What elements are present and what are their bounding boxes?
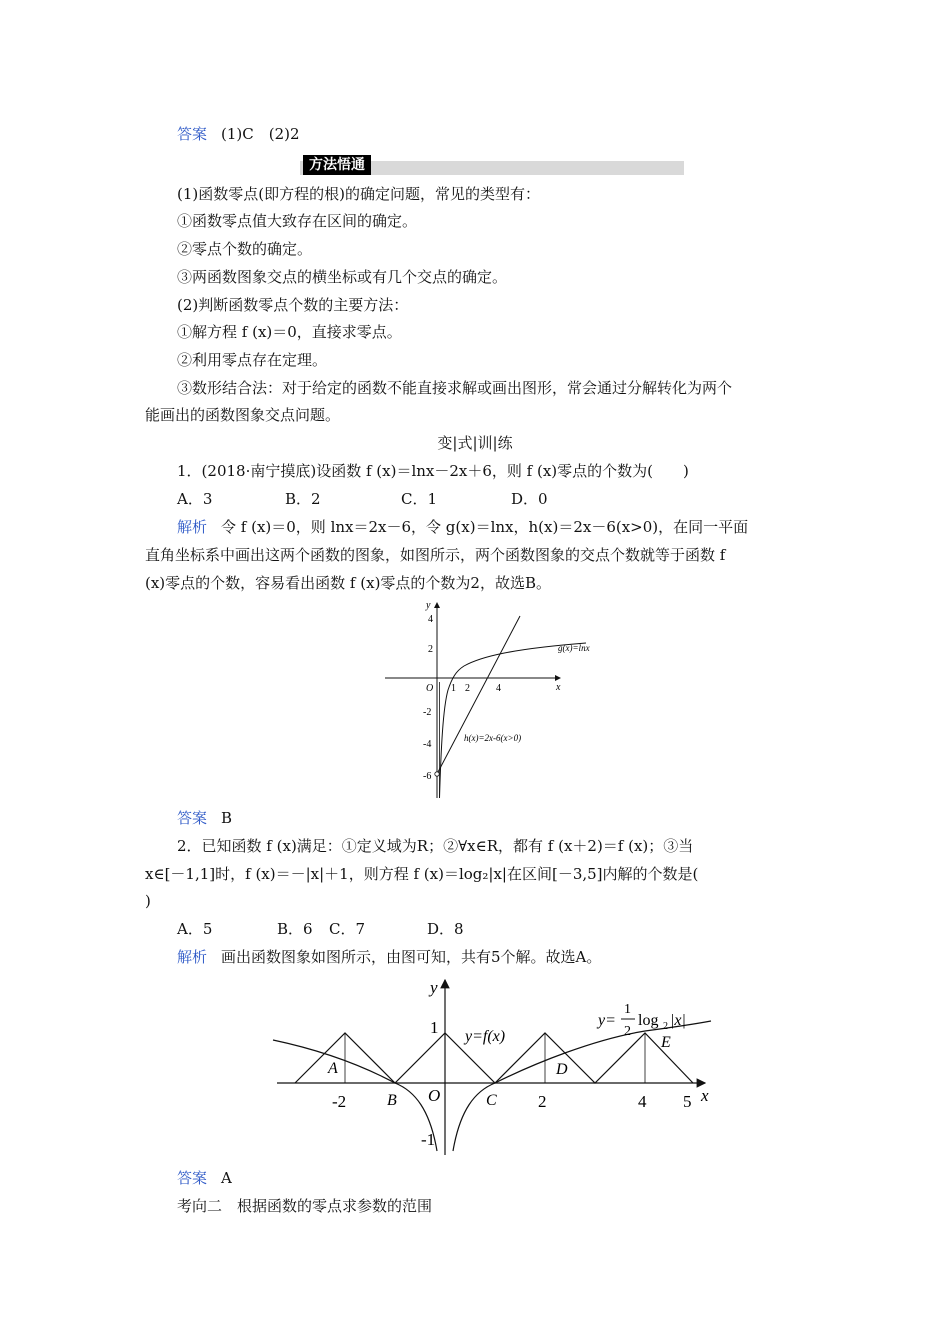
graph2-origin: O bbox=[428, 1086, 441, 1105]
q2-option-b: B．6 bbox=[277, 920, 313, 938]
graph2-label-log-den: 2 bbox=[624, 1024, 631, 1039]
graph1-open-point bbox=[435, 772, 439, 776]
q2-stem-line-0: 2．已知函数 f (x)满足：①定义域为R；②∀x∈R，都有 f (x＋2)＝f (x)；③当 bbox=[177, 837, 694, 855]
graph1-ytick-m4: -4 bbox=[423, 739, 432, 750]
graph2-label-log-fn: log bbox=[638, 1012, 659, 1029]
graph2-xtick-label-4: 4 bbox=[638, 1092, 647, 1111]
graph2-point-e: E bbox=[661, 1034, 671, 1051]
graph1-ytick-m2: -2 bbox=[423, 707, 432, 718]
graph2-xtick-label-m2: -2 bbox=[332, 1092, 347, 1111]
q1-option-d: D．0 bbox=[511, 490, 548, 508]
method-line-2: ②零点个数的确定。 bbox=[177, 240, 313, 258]
graph1-x-label: x bbox=[556, 682, 561, 693]
graph1-xtick-4: 4 bbox=[496, 683, 501, 694]
graph-1 bbox=[380, 598, 630, 803]
graph2-label-log-arg: |x| bbox=[670, 1012, 686, 1029]
graph1-ytick-4: 4 bbox=[428, 614, 433, 625]
method-line-8: 能画出的函数图象交点问题。 bbox=[145, 406, 341, 424]
direction-heading: 考向二 根据函数的零点求参数的范围 bbox=[177, 1197, 433, 1215]
method-line-0: (1)函数零点(即方程的根)的确定问题，常见的类型有： bbox=[177, 185, 540, 203]
q2-stem-line-1: x∈[－1,1]时，f (x)＝－|x|＋1，则方程 f (x)＝log₂|x|在区间[－3,5]内解的个数是( bbox=[145, 865, 699, 883]
q1-analysis-label: 解析 bbox=[177, 518, 208, 536]
graph1-xtick-2: 2 bbox=[465, 683, 470, 694]
graph1-y-label: y bbox=[426, 600, 431, 611]
q1-answer-line bbox=[177, 808, 232, 828]
graph2-label-f: y=f(x) bbox=[465, 1028, 506, 1045]
graph1-ytick-2: 2 bbox=[428, 644, 433, 655]
q1-analysis-text-0: 令 f (x)＝0，则 lnx＝2x－6，令 g(x)＝lnx，h(x)＝2x－6(x>0)，在同一平面 bbox=[221, 518, 749, 536]
q2-answer-line bbox=[177, 1168, 232, 1188]
graph2-label-log-num: 1 bbox=[624, 1002, 631, 1017]
method-line-1: ①函数零点值大致存在区间的确定。 bbox=[177, 212, 418, 230]
graph2-ytick-m1: -1 bbox=[421, 1130, 436, 1149]
practice-title: 变|式|训|练 bbox=[437, 434, 513, 452]
answer-label: 答案 bbox=[177, 125, 208, 143]
graph2-point-c: C bbox=[486, 1092, 497, 1109]
graph1-label-g: g(x)=lnx bbox=[558, 643, 590, 653]
method-line-3: ③两函数图象交点的横坐标或有几个交点的确定。 bbox=[177, 268, 508, 286]
graph2-label-log-sub: 2 bbox=[663, 1021, 668, 1032]
q2-answer-value: A bbox=[221, 1169, 232, 1187]
q1-answer-value: B bbox=[221, 809, 233, 827]
q1-option-b: B．2 bbox=[285, 490, 321, 508]
method-line-7: ③数形结合法：对于给定的函数不能直接求解或画出图形，常会通过分解转化为两个 bbox=[177, 379, 733, 397]
graph2-point-b: B bbox=[387, 1092, 397, 1109]
graph-2 bbox=[265, 975, 725, 1160]
q1-option-c: C．1 bbox=[401, 490, 438, 508]
q1-option-a: A．3 bbox=[177, 490, 213, 508]
q2-option-c: C．7 bbox=[329, 920, 366, 938]
graph2-point-a: A bbox=[328, 1060, 338, 1077]
method-line-4: (2)判断函数零点个数的主要方法： bbox=[177, 296, 409, 314]
graph2-label-log-prefix: y= bbox=[598, 1012, 616, 1029]
q1-analysis-line-0 bbox=[177, 517, 748, 537]
q2-answer-label: 答案 bbox=[177, 1169, 208, 1187]
graph2-xtick-label-5: 5 bbox=[683, 1092, 692, 1111]
graph1-line-h bbox=[437, 616, 520, 774]
graph2-curve-log-left bbox=[273, 1040, 437, 1151]
section-title: 方法悟通 bbox=[303, 155, 371, 175]
graph2-point-d: D bbox=[556, 1061, 568, 1078]
q2-analysis-label: 解析 bbox=[177, 948, 208, 966]
graph1-xtick-1: 1 bbox=[451, 683, 456, 694]
answer-line-0 bbox=[177, 124, 300, 144]
graph1-label-h: h(x)=2x-6(x>0) bbox=[464, 733, 522, 743]
q2-option-a: A．5 bbox=[177, 920, 213, 938]
q2-stem-line-2: ) bbox=[145, 892, 151, 910]
q1-analysis-line-1: 直角坐标系中画出这两个函数的图象，如图所示，两个函数图象的交点个数就等于函数 f bbox=[145, 546, 726, 564]
graph1-ytick-m6: -6 bbox=[423, 771, 432, 782]
answer-value: (1)C (2)2 bbox=[221, 125, 300, 143]
q1-analysis-line-2: (x)零点的个数，容易看出函数 f (x)零点的个数为2，故选B。 bbox=[145, 574, 551, 592]
graph1-curve-g bbox=[440, 643, 587, 798]
q2-option-d: D．8 bbox=[427, 920, 464, 938]
q2-analysis-text: 画出函数图象如图所示，由图可知，共有5个解。故选A。 bbox=[221, 948, 602, 966]
graph2-ytick-1: 1 bbox=[430, 1018, 439, 1037]
graph2-xtick-label-2: 2 bbox=[538, 1092, 547, 1111]
method-line-6: ②利用零点存在定理。 bbox=[177, 351, 328, 369]
q1-stem: 1．(2018·南宁摸底)设函数 f (x)＝lnx－2x＋6，则 f (x)零点的个数为( ) bbox=[177, 462, 689, 480]
graph2-x-label: x bbox=[701, 1086, 709, 1105]
q2-analysis-line bbox=[177, 947, 601, 967]
method-line-5: ①解方程 f (x)＝0，直接求零点。 bbox=[177, 323, 402, 341]
graph2-y-label: y bbox=[430, 978, 438, 997]
graph1-origin: O bbox=[426, 683, 434, 694]
q1-answer-label: 答案 bbox=[177, 809, 208, 827]
